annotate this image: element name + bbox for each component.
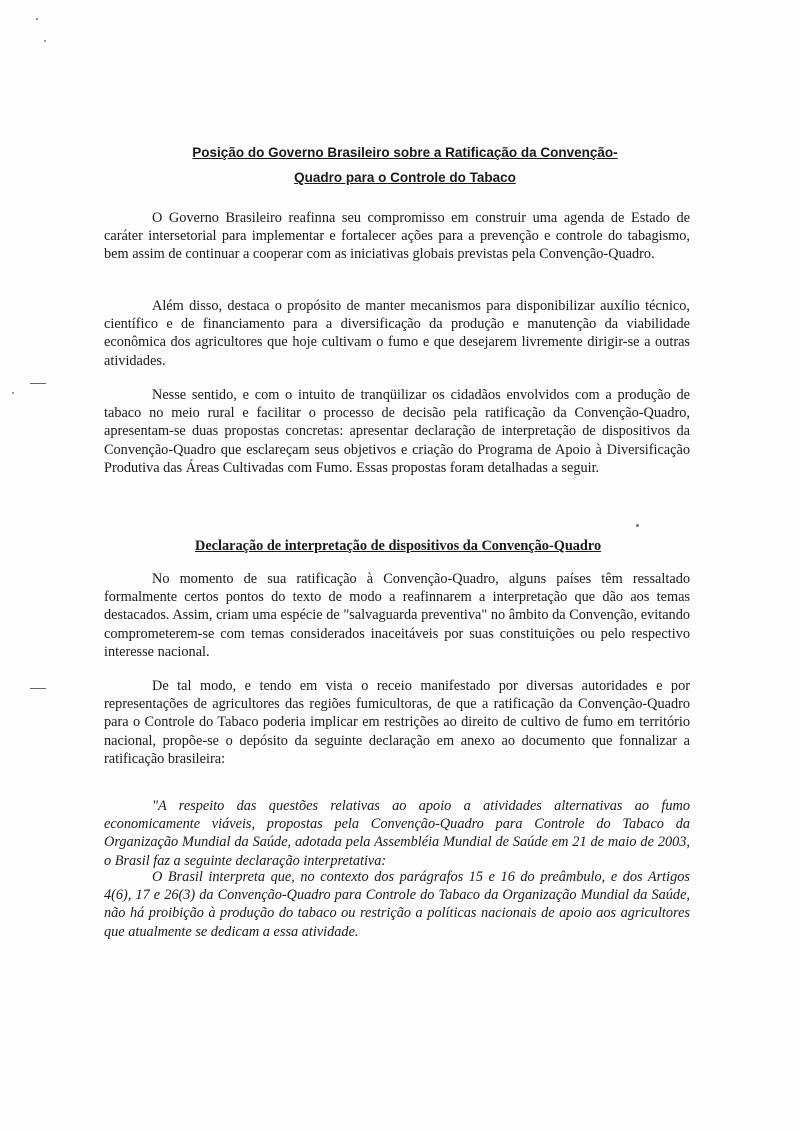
scan-speck (12, 392, 14, 394)
title-line-2: Quadro para o Controle do Tabaco (294, 170, 516, 185)
paragraph-proposals: Nesse sentido, e com o intuito de tranqüilizar os cidadãos envolvidos com a produção de tabaco no meio rural e facilitar o processo de decisão pela ratificação da Convenção-Quadro, apresentam-se duas propostas concretas: apresentar declaração de interpretação de dispositivos da Convenção-Quadro que esclareçam seus objetivos e criação do Programa de Apoio à Diversificação Produtiva das Áreas Cultivadas com Fumo. Essas propostas foram detalhadas a seguir. (104, 387, 690, 476)
paragraph-commitment: O Governo Brasileiro reafinna seu compromisso em construir uma agenda de Estado de caráter intersetorial para implementar e fortalecer ações para a prevenção e controle do tabagismo, bem assim de continuar a cooperar com as iniciativas globais previstas pela Convenção-Quadro. (104, 210, 690, 263)
section-heading: Declaração de interpretação de dispositivos da Convenção-Quadro (195, 538, 602, 554)
title-line-1: Posição do Governo Brasileiro sobre a Ratificação da Convenção- (192, 145, 618, 160)
margin-mark (30, 383, 46, 384)
scan-speck (636, 524, 639, 527)
scan-speck (36, 18, 38, 20)
paragraph-support: Além disso, destaca o propósito de manter mecanismos para disponibilizar auxílio técnico, científico e de financiamento para a diversificação da produção e manutenção da viabilidade econômica dos agricultores que hoje cultivam o fumo e que desejarem livremente dirigir-se a outras atividades. (104, 298, 690, 369)
quote-declaration-intro: "A respeito das questões relativas ao apoio a atividades alternativas ao fumo economicamente viáveis, propostas pela Convenção-Quadro para Controle do Tabaco da Organização Mundial da Saúde, adotada pela Assembléia Mundial de Saúde em 21 de maio de 2003, o Brasil faz a seguinte declaração interpretativa: (104, 798, 690, 869)
paragraph-ratification: No momento de sua ratificação à Convenção-Quadro, alguns países têm ressaltado formalmente certos pontos do texto de modo a reafinnarem a interpretação que dão aos temas destacados. Assim, criam uma espécie de "salvaguarda preventiva" no âmbito da Convenção, evitando comprometerem-se com temas considerados inaceitáveis por suas constituições ou pelo respectivo interesse nacional. (104, 571, 690, 660)
quote-declaration-body: O Brasil interpreta que, no contexto dos parágrafos 15 e 16 do preâmbulo, e dos Artigos 4(6), 17 e 26(3) da Convenção-Quadro para Controle do Tabaco da Organização Mundial da Saúde, não há proibição à produção do tabaco ou restrição a políticas nacionais de apoio aos agricultores que atualmente se dedicam a essa atividade. (104, 869, 690, 940)
margin-mark (30, 688, 46, 689)
scan-speck (44, 40, 46, 42)
document-title (140, 140, 670, 190)
paragraph-declaration-proposal: De tal modo, e tendo em vista o receio manifestado por diversas autoridades e por representações de agricultores das regiões fumicultoras, de que a ratificação da Convenção-Quadro para o Controle do Tabaco poderia implicar em restrições ao direito de cultivo de fumo em território nacional, propõe-se o depósito da seguinte declaração em anexo ao documento que fonnalizar a ratificação brasileira: (104, 678, 690, 767)
